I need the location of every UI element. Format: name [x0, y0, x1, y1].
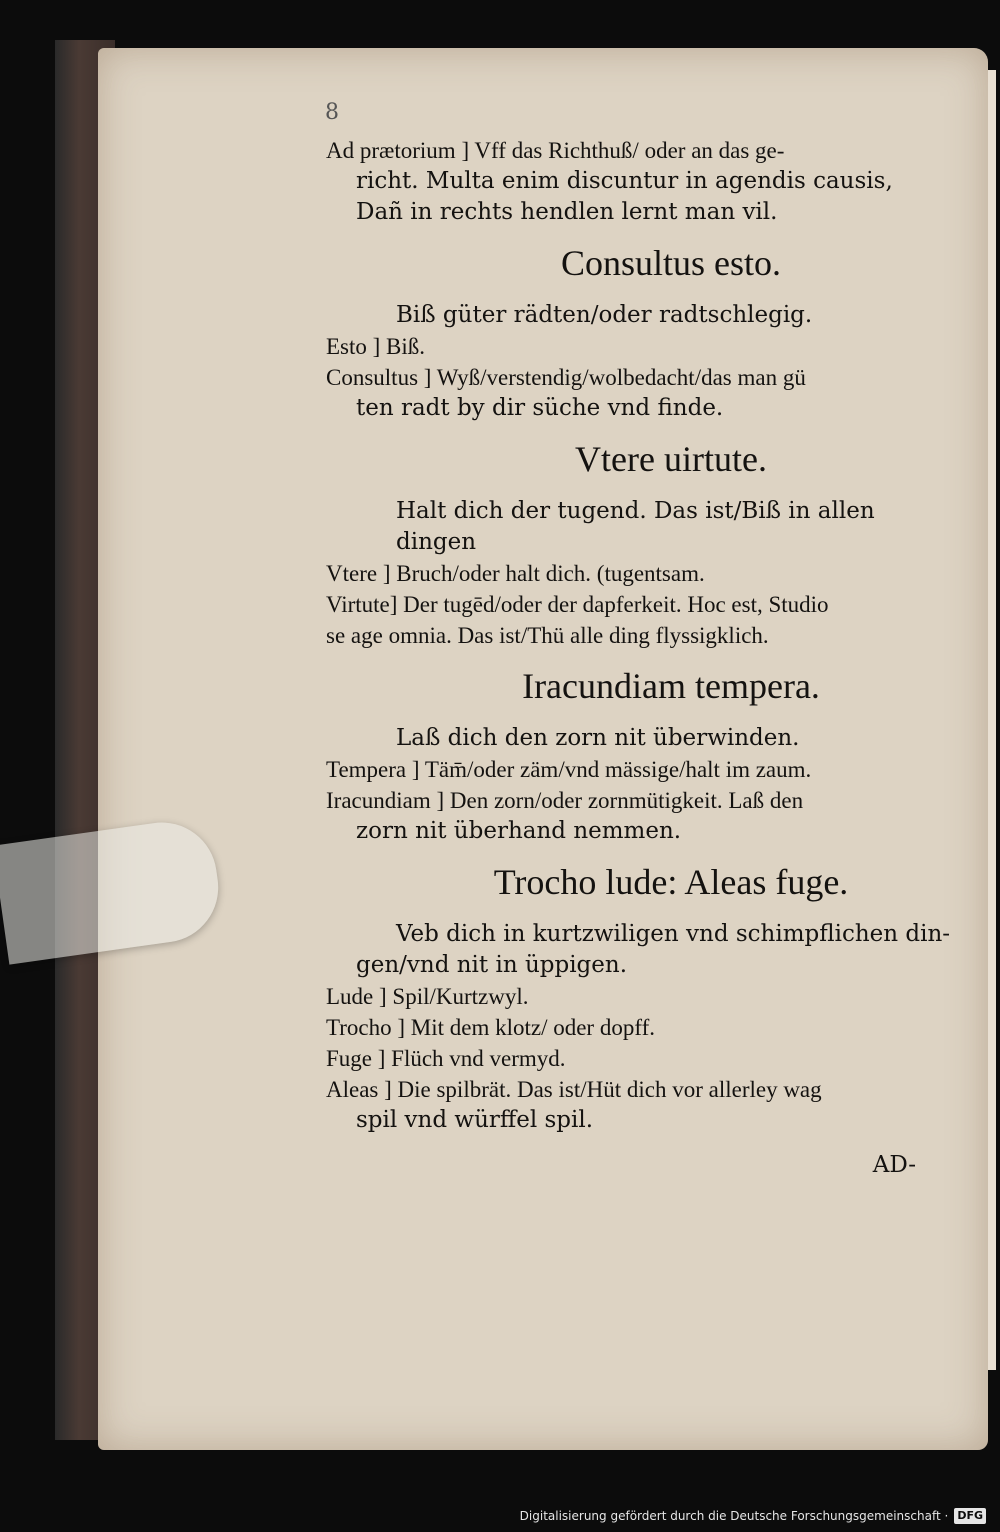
section-heading: Trocho lude: Aleas fuge. [493, 862, 849, 902]
text-line: Vtere ] Bruch/oder halt dich. (tugentsam. [326, 561, 705, 586]
text-line: Consultus ] Wyß/verstendig/wolbedacht/das man gü [326, 365, 806, 390]
footer-text: Digitalisierung gefördert durch die Deutsche Forschungsgemeinschaft · [519, 1509, 949, 1523]
text-line: Halt dich der tugend. Das ist/Biß in allen dingen [396, 498, 875, 555]
text-line: Laß dich den zorn nit überwinden. [396, 725, 800, 751]
text-line: richt. Multa enim discuntur in agendis causis, [356, 168, 893, 194]
dfg-logo: DFG [954, 1508, 986, 1524]
section-heading: Vtere uirtute. [575, 439, 767, 479]
text-line: ten radt by dir süche vnd finde. [356, 395, 724, 421]
text-line: Ad prætorium ] Vff das Richthuß/ oder an das ge- [326, 138, 785, 163]
footer [520, 1506, 986, 1526]
text-line: Trocho ] Mit dem klotz/ oder dopff. [326, 1015, 655, 1040]
text-line: gen/vnd nit in üppigen. [356, 952, 628, 978]
text-line: Virtute] Der tugēd/oder der dapferkeit. Hoc est, Studio [326, 592, 829, 617]
page-number: 8 [325, 100, 339, 125]
text-line: Tempera ] Täm̄/oder zäm/vnd mässige/halt im zaum. [326, 757, 812, 782]
section-heading: Iracundiam tempera. [522, 666, 820, 706]
text-line: zorn nit überhand nemmen. [356, 818, 682, 844]
text-line: Veb dich in kurtzwiligen vnd schimpflichen din- [396, 921, 951, 947]
text-line: Dañ in rechts hendlen lernt man vil. [356, 199, 778, 225]
text-line: Fuge ] Flüch vnd vermyd. [326, 1046, 566, 1071]
text-line: spil vnd würffel spil. [356, 1107, 594, 1133]
text-line: Biß güter rädten/oder radtschlegig. [396, 302, 813, 328]
text-line: Esto ] Biß. [326, 334, 426, 359]
text-line: se age omnia. Das ist/Thü alle ding flyssigklich. [326, 623, 769, 648]
section-heading: Consultus esto. [560, 243, 782, 283]
text-line: Iracundiam ] Den zorn/oder zornmütigkeit. Laß den [326, 788, 804, 813]
page-text [326, 135, 956, 1181]
text-line: Lude ] Spil/Kurtzwyl. [326, 984, 529, 1009]
catchword: AD- [872, 1152, 916, 1178]
text-line: Aleas ] Die spilbrät. Das ist/Hüt dich vor allerley wag [326, 1077, 822, 1102]
